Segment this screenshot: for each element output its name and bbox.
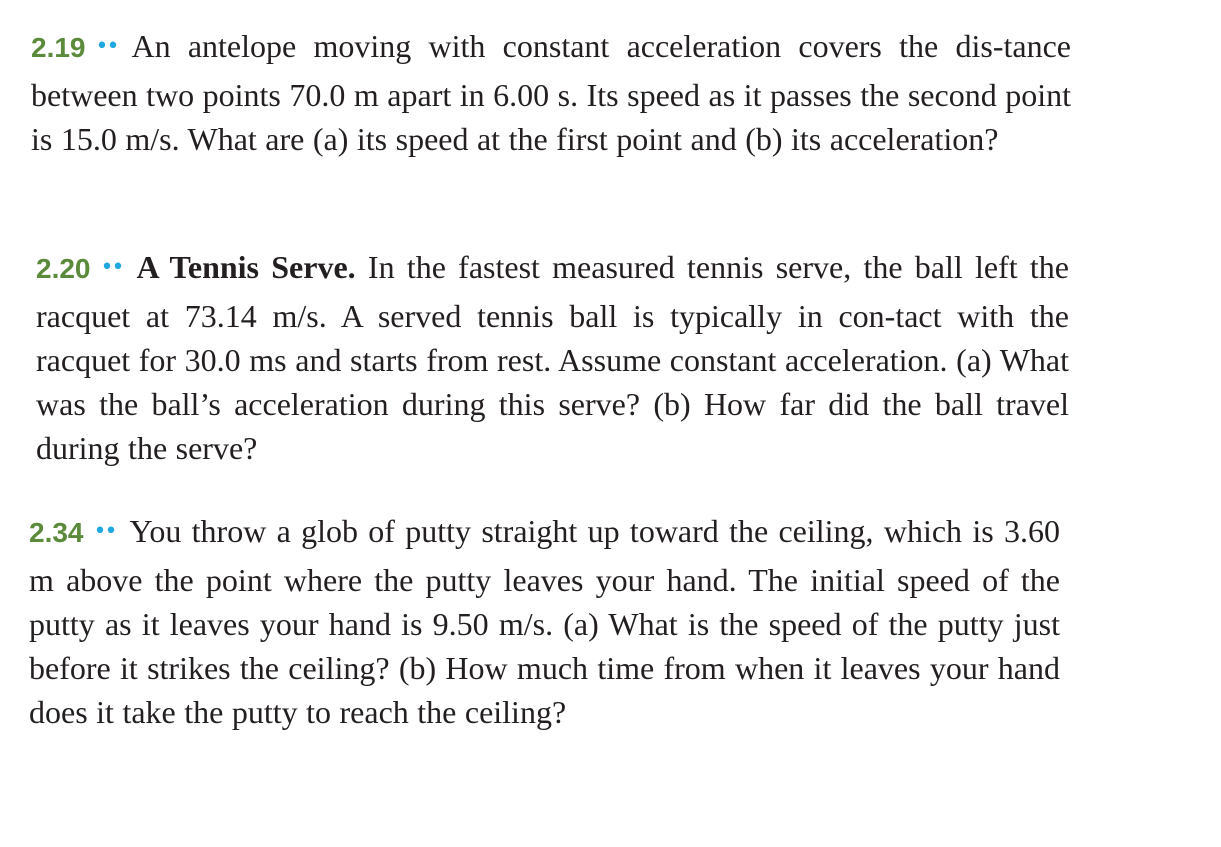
problem-text: In the fastest measured tennis serve, the ball left the racquet at 73.14 m/s. A served tennis ball is typically in con-tact with the racquet for 30.0 ms and starts from rest. Assume constant acceleration. (a) What was the ball’s acceleration during this serve? (b) How far did the ball travel during the serve? bbox=[36, 249, 1070, 466]
difficulty-dots-icon: •• bbox=[93, 519, 116, 544]
problem-number: 2.19 bbox=[31, 32, 86, 63]
problem-2-19 bbox=[31, 24, 1071, 161]
problem-2-34 bbox=[29, 509, 1060, 734]
difficulty-dots-icon: •• bbox=[95, 34, 118, 59]
problem-text: An antelope moving with constant acceleration covers the dis-tance between two points 70.0 m apart in 6.00 s. Its speed as it passes the second point is 15.0 m/s. What are (a) its speed at the first point and (b) its acceleration? bbox=[31, 28, 1071, 157]
problem-text: You throw a glob of putty straight up toward the ceiling, which is 3.60 m above the point where the putty leaves your hand. The initial speed of the putty as it leaves your hand is 9.50 m/s. (a) What is the speed of the putty just before it strikes the ceiling? (b) How much time from when it leaves your hand does it take the putty to reach the ceiling? bbox=[29, 513, 1060, 730]
problem-number: 2.34 bbox=[29, 517, 84, 548]
problem-number: 2.20 bbox=[36, 253, 91, 284]
problem-title: A Tennis Serve. bbox=[136, 249, 356, 285]
difficulty-dots-icon: •• bbox=[100, 255, 123, 280]
problem-2-20 bbox=[36, 245, 1069, 470]
